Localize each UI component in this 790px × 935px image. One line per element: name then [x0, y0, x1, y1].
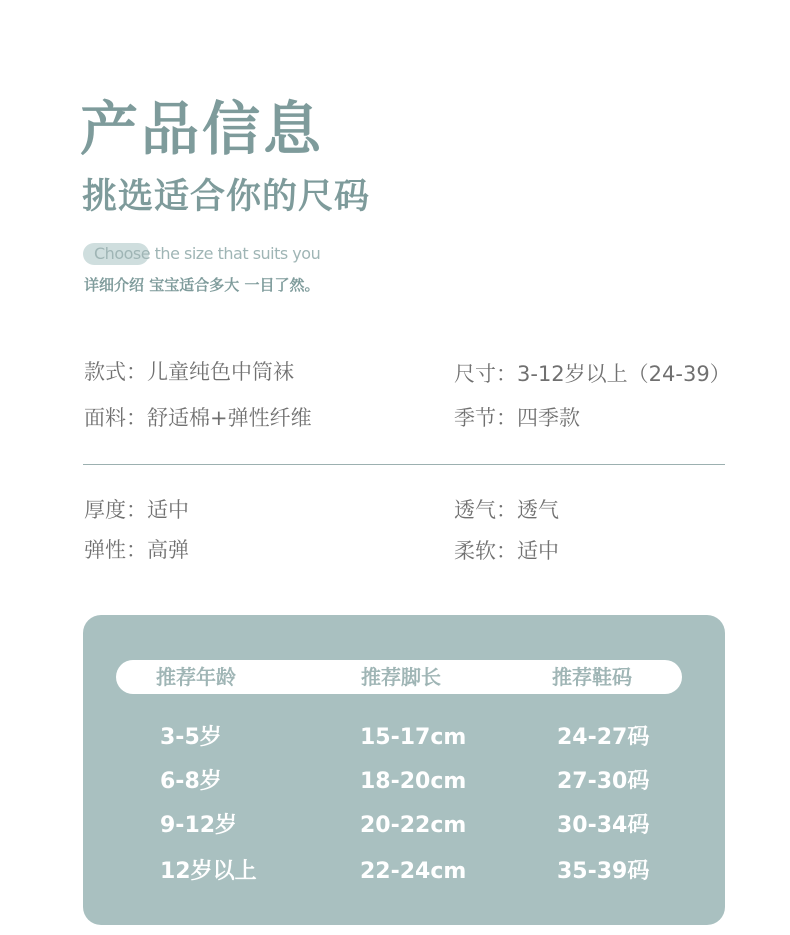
table-cell-shoe-size: 35-39码 — [557, 859, 650, 884]
header-shoe-size: 推荐鞋码 — [552, 665, 632, 689]
table-cell-foot-length: 18-20cm — [360, 769, 467, 794]
table-cell-age: 9-12岁 — [160, 813, 238, 838]
info-breathability: 透气：透气 — [454, 498, 559, 522]
info-style: 款式：儿童纯色中筒袜 — [84, 360, 294, 384]
table-cell-shoe-size: 30-34码 — [557, 813, 650, 838]
table-cell-shoe-size: 27-30码 — [557, 769, 650, 794]
description-text: 详细介绍 宝宝适合多大 一目了然。 — [84, 276, 320, 294]
table-cell-age: 6-8岁 — [160, 769, 222, 794]
table-cell-age: 3-5岁 — [160, 725, 222, 750]
info-elasticity: 弹性：高弹 — [84, 538, 189, 562]
info-thickness: 厚度：适中 — [84, 498, 189, 522]
page-title: 产品信息 — [80, 95, 325, 163]
info-material: 面料：舒适棉+弹性纤维 — [84, 406, 312, 430]
header-foot-length: 推荐脚长 — [361, 665, 441, 689]
table-cell-foot-length: 22-24cm — [360, 859, 467, 884]
table-cell-shoe-size: 24-27码 — [557, 725, 650, 750]
english-caption: Choose the size that suits you — [94, 244, 321, 263]
info-softness: 柔软：适中 — [454, 539, 559, 563]
table-cell-foot-length: 15-17cm — [360, 725, 467, 750]
size-table-card — [83, 615, 725, 925]
table-cell-foot-length: 20-22cm — [360, 813, 467, 838]
divider — [83, 464, 725, 465]
info-size: 尺寸：3-12岁以上（24-39） — [454, 362, 731, 386]
header-age: 推荐年龄 — [156, 665, 236, 689]
size-table-header — [116, 660, 682, 694]
table-cell-age: 12岁以上 — [160, 859, 257, 884]
info-season: 季节：四季款 — [454, 406, 580, 430]
page-subtitle: 挑选适合你的尺码 — [82, 177, 371, 217]
